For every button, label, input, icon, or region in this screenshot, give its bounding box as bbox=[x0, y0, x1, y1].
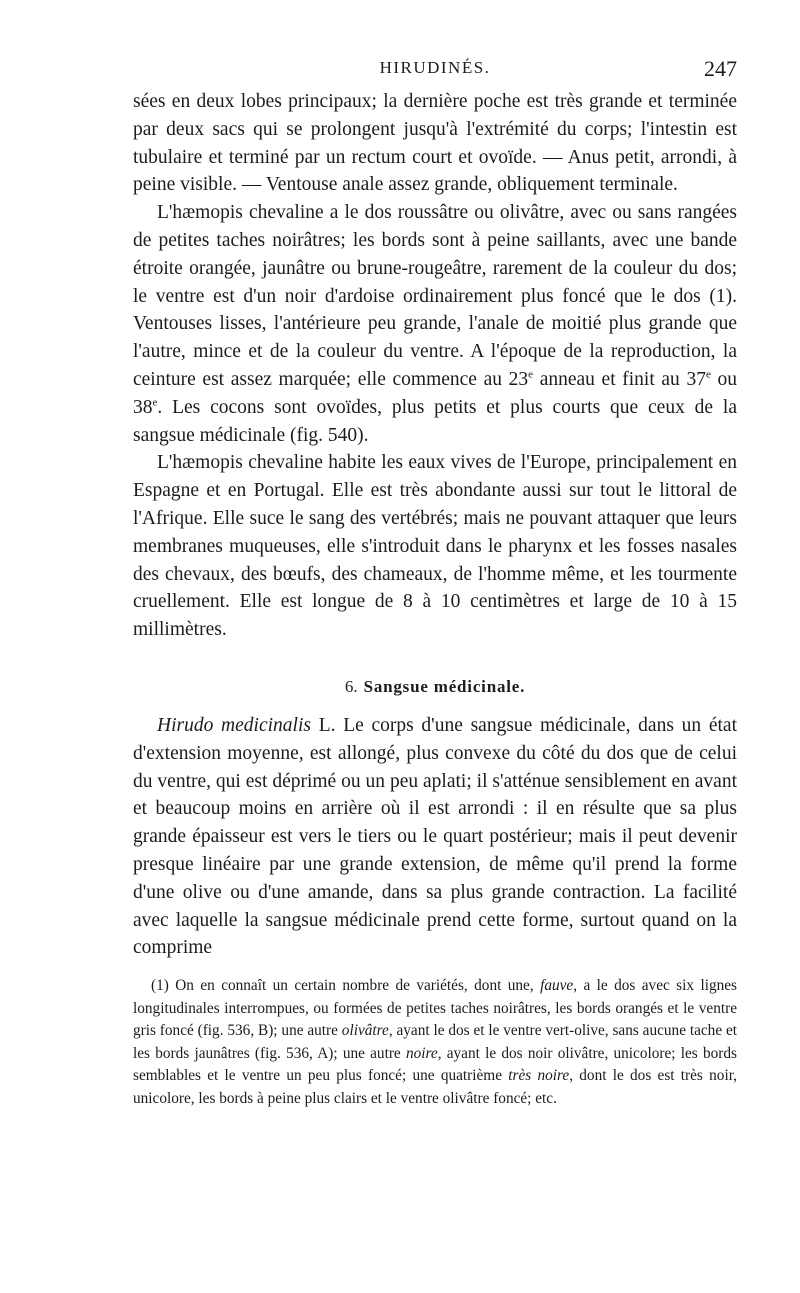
superscript: e bbox=[528, 368, 534, 381]
running-head: HIRUDINÉS. bbox=[379, 58, 491, 77]
section-title: Sangsue médicinale. bbox=[363, 677, 526, 696]
text-run: , ayant le dos noir olivâtre, unicolore; les bords semblables et le ventre un peu plus foncé; une quatrième bbox=[133, 1044, 737, 1085]
variety-name: très noire bbox=[508, 1067, 570, 1085]
paragraph-description bbox=[133, 199, 737, 449]
paragraph-habitat: L'hæmopis chevaline habite les eaux vives de l'Europe, principalement en Espagne et en Portugal. Elle est très abondante aussi sur tout le littoral de l'Afrique. Elle suce le sang des vertébrés; mais ne pouvant attaquer que leurs membranes muqueuses, elle s'introduit dans le pharynx et les fosses nasales des chevaux, des bœufs, des chameaux, de l'homme même, et les tourmente cruellement. Elle est longue de 8 à 10 centimètres et large de 10 à 15 millimètres. bbox=[133, 452, 737, 641]
text-run: , ayant le dos et le ventre vert-olive, sans aucune tache et les bords jaunâtres (fig. 536, A); une autre bbox=[133, 1022, 738, 1062]
text-run: L. Le corps d'une sangsue médicinale, dans un état d'extension moyenne, est allongé, plus convexe du côté du dos que de celui du ventre, qui est déprimé ou un peu aplati; il s'atténue sensiblement en avant et beaucoup moins en arrière où il est arrondi : il en résulte que sa plus grande épaisseur est vers le tiers ou le quart postérieur; mais il peut devenir presque linéaire par une grande extension, de même qu'il prend la forme d'une olive ou d'une amande, dans sa plus grande contraction. La facilité avec laquelle la sangsue médicinale prend cette forme, surtout quand on la comprime bbox=[133, 715, 737, 959]
page-number: 247 bbox=[704, 56, 737, 81]
section-number: 6. bbox=[344, 677, 358, 696]
footnote-text bbox=[133, 975, 737, 1111]
variety-name: olivâtre bbox=[341, 1022, 389, 1040]
variety-name: fauve bbox=[540, 977, 574, 994]
species-name: Hirudo medicinalis bbox=[157, 715, 311, 736]
section-heading bbox=[133, 677, 737, 697]
paragraph-continuation: sées en deux lobes principaux; la dernière poche est très grande et terminée par deux sacs qui se prolongent jusqu'à l'extrémité du corps; l'intestin est tubulaire et terminé par un rectum court et ovoïde. — Anus petit, arrondi, à peine visible. — Ventouse anale assez grande, obliquement terminale. bbox=[133, 91, 737, 196]
text-run: , a le dos avec six lignes longitudinales interrompues, ou formées de petites taches noirâtres, les bords orangés et le ventre gris foncé (fig. 536, B); une autre bbox=[133, 977, 737, 1040]
paragraph-hirudo bbox=[133, 712, 737, 962]
body-text-lower bbox=[133, 712, 737, 962]
text-run: ou 38 bbox=[133, 368, 737, 418]
footnote bbox=[133, 975, 737, 1111]
text-run: L'hæmopis chevaline a le dos roussâtre ou olivâtre, avec ou sans rangées de petites taches noirâtres; les bords sont à peine saillants, avec une bande étroite orangée, jaunâtre ou brune-rougeâtre, rarement de la couleur du dos; le ventre est d'un noir d'ardoise ordinairement plus foncé que le dos (1). Ventouses lisses, l'antérieure peu grande, l'anale de moitié plus grande que l'autre, mince et de la couleur du ventre. A l'époque de la reproduction, la ceinture est assez marquée; elle commence au 23 bbox=[133, 202, 737, 390]
page-header bbox=[133, 56, 737, 86]
text-run: , dont le dos est très noir, unicolore, les bords à peine plus clairs et le ventre olivâtre foncé; etc. bbox=[133, 1067, 738, 1107]
variety-name: noire bbox=[405, 1044, 438, 1062]
superscript: e bbox=[152, 396, 158, 409]
text-run: . Les cocons sont ovoïdes, plus petits et plus courts que ceux de la sangsue médicinale (fig. 540). bbox=[133, 396, 737, 446]
text-run: (1) On en connaît un certain nombre de variétés, dont une, bbox=[151, 977, 541, 994]
superscript: e bbox=[705, 368, 711, 381]
text-run: anneau et finit au 37 bbox=[533, 368, 706, 390]
body-text-upper bbox=[133, 88, 737, 644]
